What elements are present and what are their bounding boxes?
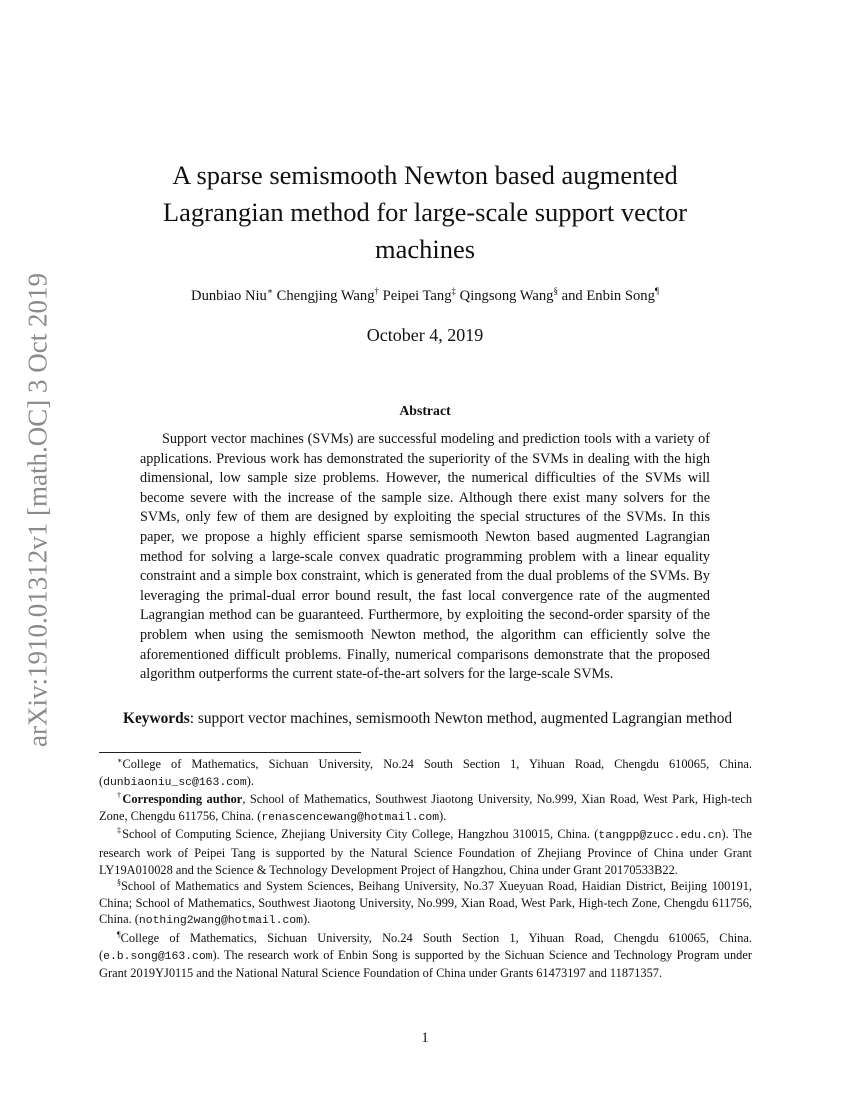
footnote-mark: § xyxy=(117,878,121,888)
footnote: §School of Mathematics and System Sciences, Beihang University, No.37 Xueyuan Road, Haidian District, Beijing 100191, China; School of Mathematics, Southwest Jiaotong University, No.999, Xian Road, West Park, High-tech Zone, Chengdu 611756, China. (nothing2wang@hotmail.com). xyxy=(99,878,752,928)
email-link[interactable]: renascencewang@hotmail.com xyxy=(261,811,440,824)
keywords xyxy=(99,709,752,729)
arxiv-sidebar-stamp: arXiv:1910.01312v1 [math.OC] 3 Oct 2019 xyxy=(22,273,53,747)
author-list: Dunbiao Niu∗ Chengjing Wang† Peipei Tang‡ Qingsong Wang§ and Enbin Song¶ xyxy=(191,286,659,304)
author-footnote-mark: ‡ xyxy=(451,286,456,296)
abstract-heading: Abstract xyxy=(399,403,451,418)
email-link[interactable]: dunbiaoniu_sc@163.com xyxy=(103,776,247,789)
footnote: ¶College of Mathematics, Sichuan University, No.24 South Section 1, Yihuan Road, Chengdu 610065, China. (e.b.song@163.com). The research work of Enbin Song is supported by the Sichuan Science and Technology Program under Grant 2019YJ0115 and the National Natural Science Foundation of China under Grants 61473197 and 11871357. xyxy=(99,929,752,981)
footnote: ∗College of Mathematics, Sichuan University, No.24 South Section 1, Yihuan Road, Chengdu 610065, China. (dunbiaoniu_sc@163.com). xyxy=(99,756,752,789)
footnote: ‡School of Computing Science, Zhejiang University City College, Hangzhou 310015, China. (tangpp@zucc.edu.cn). The research work of Peipei Tang is supported by the Natural Science Foundation of Zhejiang Province of China under Grant LY19A010028 and the Science & Technology Development Project of Hangzhou, China under Grant 20170533B22. xyxy=(99,826,752,877)
footnotes xyxy=(99,756,752,982)
footnote-mark: ∗ xyxy=(117,756,123,765)
footnote-mark: ‡ xyxy=(117,826,123,836)
author-footnote-mark: † xyxy=(374,286,380,296)
footnote-mark: † xyxy=(117,791,123,801)
author-name: Chengjing Wang xyxy=(276,288,375,304)
abstract-body: Support vector machines (SVMs) are successful modeling and prediction tools with a variety of applications. Previous work has demonstrated the superiority of the SVMs in dealing with the high dimensional, low sample size problems. However, the numerical difficulties of the SVMs will become severe with the increase of the sample size. Although there exist many solvers for the SVMs, only few of them are designed by exploiting the special structures of the SVMs. In this paper, we propose a highly efficient sparse semismooth Newton based augmented Lagrangian method for solving a large-scale convex quadratic programming problem with a linear equality constraint and a simple box constraint, which is generated from the dual problems of the SVMs. By leveraging the primal-dual error bound result, the fast local convergence rate of the augmented Lagrangian method can be guaranteed. Furthermore, by exploiting the second-order sparsity of the problem when using the semismooth Newton method, the algorithm can efficiently solve the aforementioned difficult problems. Finally, numerical comparisons demonstrate that the proposed algorithm outperforms the current state-of-the-art solvers for the large-scale SVMs. xyxy=(140,431,710,683)
author-footnote-mark: ∗ xyxy=(266,286,273,296)
paper-title: A sparse semismooth Newton based augmented Lagrangian method for large-scale support vector machines xyxy=(162,160,688,264)
page-number: 1 xyxy=(421,1030,429,1046)
keywords-label: Keywords xyxy=(123,710,190,727)
email-link[interactable]: nothing2wang@hotmail.com xyxy=(138,915,303,928)
author-name: Qingsong Wang xyxy=(459,288,554,304)
keywords-text: : support vector machines, semismooth Newton method, augmented Lagrangian method xyxy=(189,710,733,727)
footnote-mark: ¶ xyxy=(117,929,121,939)
email-link[interactable]: tangpp@zucc.edu.cn xyxy=(598,830,722,843)
paper-date: October 4, 2019 xyxy=(366,325,484,345)
author-footnote-mark: ¶ xyxy=(654,286,659,296)
author-footnote-mark: § xyxy=(553,286,558,296)
author-name: Enbin Song xyxy=(586,288,655,304)
author-name: Dunbiao Niu xyxy=(191,288,267,304)
footnote: †Corresponding author, School of Mathematics, Southwest Jiaotong University, No.999, Xian Road, West Park, High-tech Zone, Chengdu 611756, China. (renascencewang@hotmail.com). xyxy=(99,791,753,824)
corresponding-author-label: Corresponding author xyxy=(122,792,243,807)
email-link[interactable]: e.b.song@163.com xyxy=(103,950,213,963)
author-name: Peipei Tang xyxy=(382,288,452,304)
footnote-rule xyxy=(99,752,361,753)
